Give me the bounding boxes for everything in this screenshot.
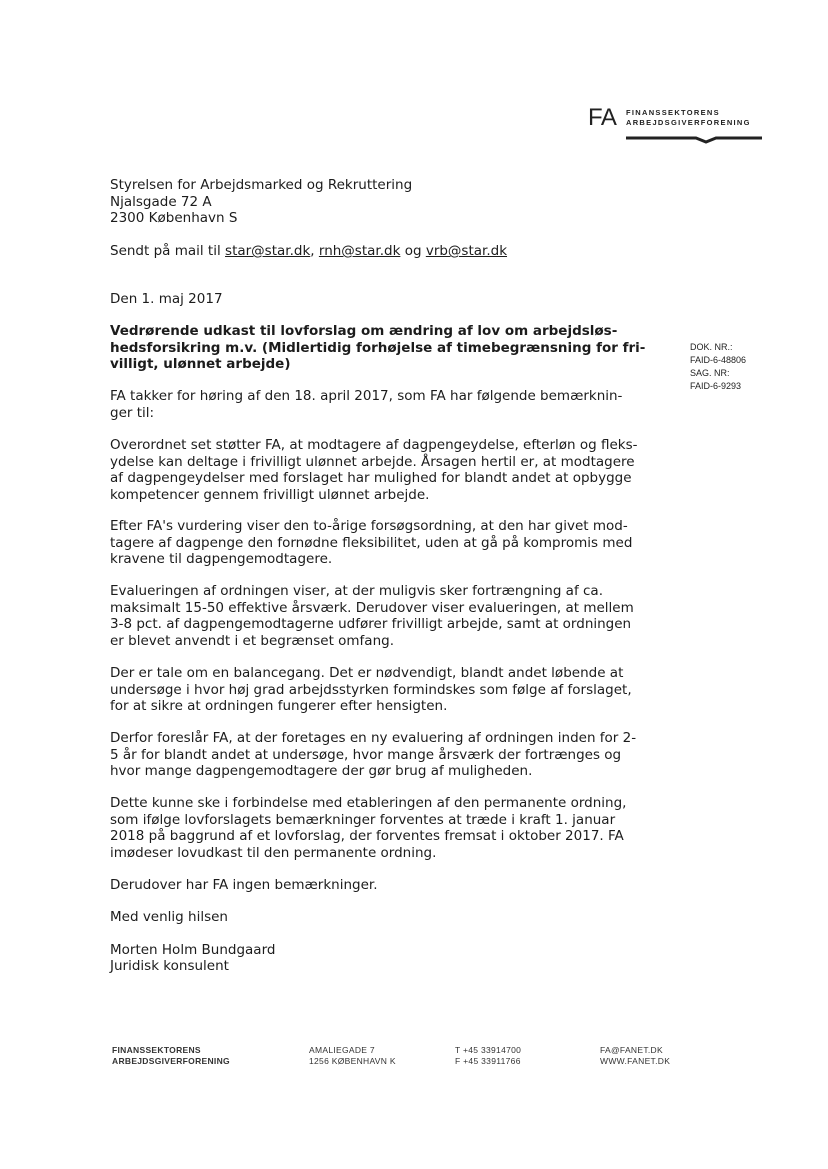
footer-website[interactable]: WWW.FANET.DK: [600, 1056, 671, 1066]
paragraph-line: som ifølge lovforslagets bemærkninger forventes at træde i kraft 1. januar: [110, 811, 616, 828]
paragraph-line: Der er tale om en balancegang. Det er nødvendigt, blandt andet løbende at: [110, 665, 624, 681]
paragraph-line: for at sikre at ordningen fungerer efter hensigten.: [110, 698, 448, 714]
paragraph-line: FA takker for høring af den 18. april 2017, som FA har følgende bemærknin-: [110, 388, 623, 404]
footer-city: 1256 KØBENHAVN K: [309, 1056, 396, 1066]
paragraph-line: Overordnet set støtter FA, at modtagere af dagpengeydelse, efterløn og fleks-: [110, 437, 638, 453]
logo-line-2: ARBEJDSGIVERFORENING: [626, 118, 751, 127]
footer-street: AMALIEGADE 7: [309, 1045, 375, 1055]
paragraph-support: [110, 437, 638, 503]
email-link-star[interactable]: star@star.dk: [225, 243, 311, 259]
footer-telephone: T +45 33914700: [455, 1045, 522, 1055]
paragraph-line: kompetencer gennem frivilligt ulønnet arbejde.: [110, 486, 430, 503]
dok-label: DOK. NR.:: [690, 342, 733, 352]
paragraph-line: ger til:: [110, 404, 155, 421]
signatory-title: Juridisk konsulent: [110, 958, 229, 974]
paragraph-line: undersøge i hvor høj grad arbejdsstyrken formindskes som følge af forslaget,: [110, 681, 632, 698]
recipient-name: Styrelsen for Arbejdsmarked og Rekruttering: [110, 177, 413, 193]
closing-greeting: Med venlig hilsen: [110, 909, 228, 925]
paragraph-permanent: [110, 795, 630, 861]
paragraph-balance: [110, 665, 630, 715]
paragraph-line: 5 år for blandt andet at undersøge, hvor mange årsværk der fortrænges og: [110, 746, 622, 763]
paragraph-line: ydelse kan deltage i frivilligt ulønnet arbejde. Årsagen hertil er, at modtagere: [110, 453, 635, 470]
paragraph-line: maksimalt 15-50 effektive årsværk. Derudover viser evalueringen, at mellem: [110, 599, 634, 616]
sent-line: [110, 243, 507, 260]
paragraph-line: 2018 på baggrund af et lovforslag, der forventes fremsat i oktober 2017. FA: [110, 828, 624, 844]
paragraph-line: tagere af dagpenge den fornødne fleksibilitet, uden at gå på kompromis med: [110, 534, 633, 551]
dok-value: FAID-6-48806: [690, 355, 747, 365]
footer-org-line-2: ARBEJDSGIVERFORENING: [112, 1056, 230, 1066]
recipient-street: Njalsgade 72 A: [110, 194, 212, 210]
logo-underline: [626, 134, 762, 146]
reference-block: [690, 341, 770, 393]
paragraph-line: Derudover har FA ingen bemærkninger.: [110, 877, 378, 893]
footer-contact: [600, 1045, 670, 1067]
subject-line: villigt, ulønnet arbejde): [110, 356, 291, 372]
paragraph-no-remarks: [110, 877, 630, 894]
logo-line-1: FINANSSEKTORENS: [626, 108, 720, 117]
sag-label: SAG. NR:: [690, 368, 730, 378]
footer-fax: F +45 33911766: [455, 1056, 521, 1066]
recipient-city: 2300 København S: [110, 210, 238, 226]
sent-og: og: [404, 243, 422, 259]
letter-date: Den 1. maj 2017: [110, 291, 223, 307]
paragraph-line: hvor mange dagpengemodtagere der gør brug af muligheden.: [110, 763, 533, 779]
footer-org-line-1: FINANSSEKTORENS: [112, 1045, 201, 1055]
paragraph-assessment: [110, 518, 633, 568]
signatory-name: Morten Holm Bundgaard: [110, 942, 276, 958]
paragraph-line: 3-8 pct. af dagpengemodtagerne udfører frivilligt arbejde, samt at ordningen: [110, 616, 632, 632]
paragraph-line: Evalueringen af ordningen viser, at der muligvis sker fortrængning af ca.: [110, 583, 603, 599]
logo-abbreviation: FA: [588, 104, 617, 131]
sent-prefix: Sendt på mail til: [110, 243, 221, 259]
paragraph-line: imødeser lovudkast til den permanente ordning.: [110, 844, 437, 861]
sag-value: FAID-6-9293: [690, 381, 742, 391]
paragraph-intro: [110, 388, 630, 421]
paragraph-line: kravene til dagpengemodtagere.: [110, 551, 333, 567]
sent-separator: ,: [310, 243, 315, 259]
email-link-vrb[interactable]: vrb@star.dk: [425, 243, 508, 259]
paragraph-line: Derfor foreslår FA, at der foretages en ny evaluering af ordningen inden for 2-: [110, 730, 637, 746]
paragraph-line: er blevet anvendt i et begrænset omfang.: [110, 632, 395, 649]
footer-phone: [455, 1045, 521, 1067]
paragraph-line: Efter FA's vurdering viser den to-årige forsøgsordning, at den har givet mod-: [110, 518, 628, 534]
paragraph-line: af dagpengeydelser med forslaget har mulighed for blandt andet at opbygge: [110, 470, 632, 486]
subject-heading: [110, 323, 650, 373]
paragraph-evaluation: [110, 583, 634, 649]
footer-email[interactable]: FA@FANET.DK: [600, 1045, 663, 1055]
paragraph-proposal: [110, 730, 637, 780]
footer-organisation: [112, 1045, 230, 1067]
email-link-rnh[interactable]: rnh@star.dk: [318, 243, 401, 259]
paragraph-line: Dette kunne ske i forbindelse med etableringen af den permanente ordning,: [110, 795, 627, 811]
footer-address: [309, 1045, 396, 1067]
subject-line: Vedrørende udkast til lovforslag om ændring af lov om arbejdsløs-: [110, 323, 618, 339]
subject-line: hedsforsikring m.v. (Midlertidig forhøjelse af timebegrænsning for fri-: [110, 339, 646, 356]
